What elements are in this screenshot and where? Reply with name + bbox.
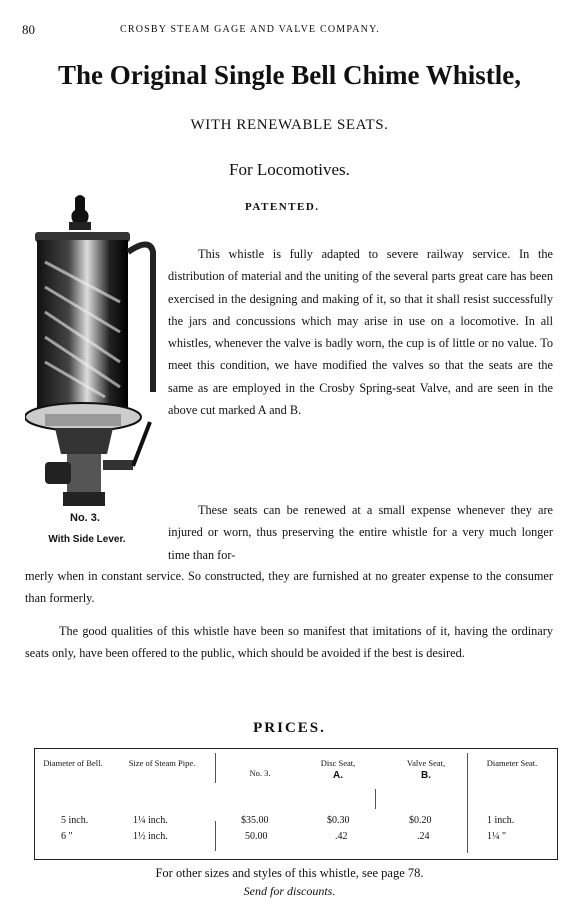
table-divider bbox=[467, 753, 468, 853]
paragraph-renewable-seats: These seats can be renewed at a small expense whenever they are injured or worn, thus preserving the entire whistle for a very much longer time than for- bbox=[168, 503, 553, 562]
whistle-illustration bbox=[25, 192, 170, 512]
header-diameter-bell: Diameter of Bell. bbox=[43, 758, 103, 768]
header-valve-seat-label: Valve Seat, bbox=[406, 758, 446, 768]
header-disc-seat-label: Disc Seat, bbox=[320, 758, 356, 768]
cell-no3-row2: 50.00 bbox=[245, 831, 268, 842]
page-title: The Original Single Bell Chime Whistle, bbox=[57, 60, 522, 90]
header-valve-seat-letter: B. bbox=[421, 770, 431, 781]
footer-discounts: Send for discounts. bbox=[243, 884, 336, 898]
page-subtitle-locomotives: For Locomotives. bbox=[229, 160, 350, 179]
cell-valve-row2: .24 bbox=[417, 831, 430, 842]
cell-valve-row1: $0.20 bbox=[409, 815, 432, 826]
header-steam-pipe: Size of Steam Pipe. bbox=[128, 758, 196, 768]
header-valve-seat bbox=[390, 757, 462, 782]
cell-pipe-row2: 1½ inch. bbox=[133, 831, 168, 842]
table-divider bbox=[215, 753, 216, 783]
cell-bell-row2: 6 " bbox=[61, 831, 73, 842]
footer-note: For other sizes and styles of this whistle, see page 78. bbox=[155, 866, 424, 880]
table-divider bbox=[375, 789, 376, 809]
figure-caption-label: With Side Lever. bbox=[48, 534, 126, 545]
cell-seat-row1: 1 inch. bbox=[487, 815, 515, 826]
header-no3: No. 3. bbox=[249, 768, 271, 778]
cell-no3-row1: $35.00 bbox=[241, 815, 269, 826]
cell-seat-row2: 1¼ " bbox=[487, 831, 507, 842]
price-table bbox=[34, 748, 558, 860]
paragraph-renewable-seats-continued: merly when in constant service. So constructed, they are furnished at no greater expense to the consumer than formerly. bbox=[25, 569, 553, 606]
figure-caption-number: No. 3. bbox=[70, 512, 100, 524]
paragraph-imitations: The good qualities of this whistle have been so manifest that imitations of it, having the ordinary seats only, have been offered to the public, which should be avoided if the best is desired. bbox=[25, 624, 553, 661]
header-disc-seat-letter: A. bbox=[333, 770, 343, 781]
table-divider bbox=[215, 821, 216, 851]
patented-label: PATENTED. bbox=[245, 201, 320, 213]
header-disc-seat bbox=[303, 757, 373, 782]
cell-pipe-row1: 1¼ inch. bbox=[133, 815, 168, 826]
cell-disc-row2: .42 bbox=[335, 831, 348, 842]
cell-disc-row1: $0.30 bbox=[327, 815, 350, 826]
page-subtitle: WITH RENEWABLE SEATS. bbox=[190, 117, 389, 133]
prices-title: PRICES. bbox=[253, 720, 326, 736]
paragraph-description: This whistle is fully adapted to severe railway service. In the distribution of material and the uniting of the several parts great care has been exercised in the designing and making of it, so that it shall resist successfully the jars and concussions which may arise in use on a locomotive. In all whistles, whenever the valve is badly worn, the cup is of little or no value. To meet this condition, we have modified the valves so that the seats are the same as are employed in the Crosby Spring-seat Valve, and are seen in the above cut marked A and B. bbox=[168, 247, 553, 418]
cell-bell-row1: 5 inch. bbox=[61, 815, 89, 826]
page-number: 80 bbox=[22, 22, 35, 37]
running-head: CROSBY STEAM GAGE AND VALVE COMPANY. bbox=[120, 24, 380, 35]
header-diameter-seat: Diameter Seat. bbox=[486, 758, 538, 768]
